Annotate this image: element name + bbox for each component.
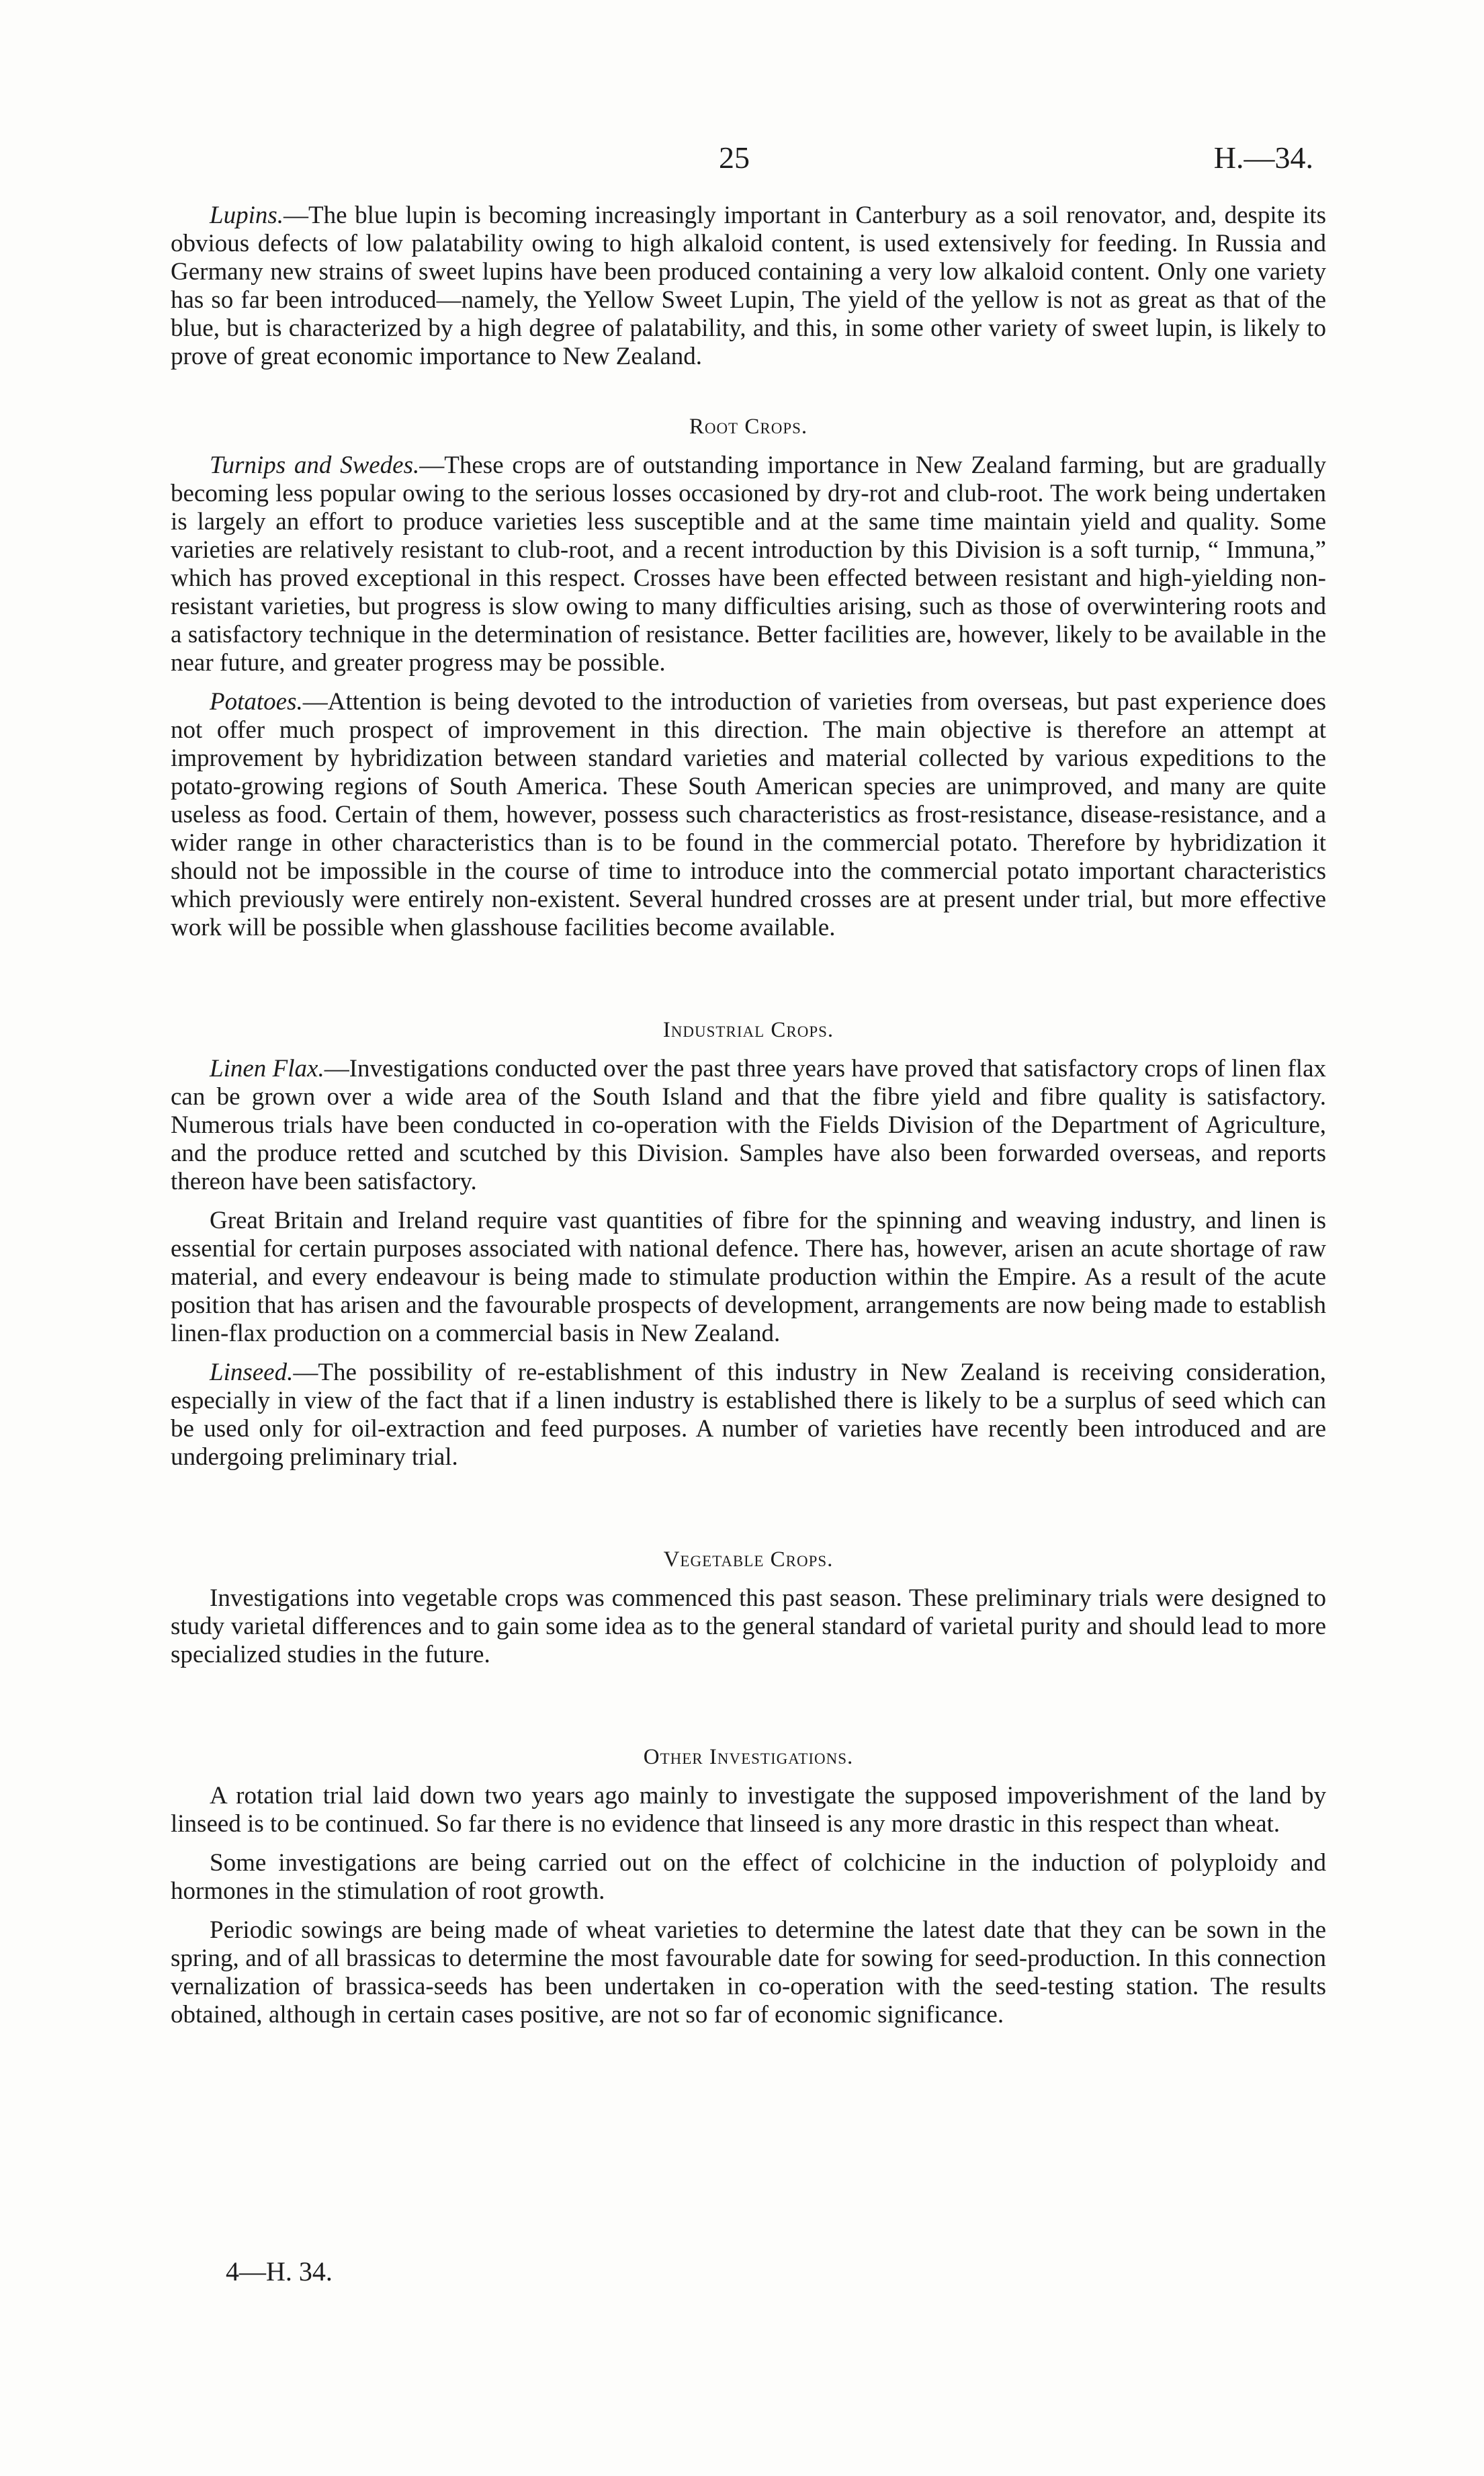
industrial-crops-heading: Industrial Crops. [662, 1018, 834, 1042]
linseed-term: Linseed. [210, 1359, 294, 1386]
vegetable-crops-paragraph: Investigations into vegetable crops was commenced this past season. These preliminary trials were designed to study varietal differences and to gain some idea as to the general standard of varietal purity and should lead to more specialized studies in the future. [171, 1584, 1326, 1668]
linen-flax-paragraph [171, 1055, 1326, 1196]
periodic-sowings-paragraph: Periodic sowings are being made of wheat varieties to determine the latest date that they can be sown in the spring, and of all brassicas to determine the most favourable date for sowing for seed-production. In this connection vernalization of brassica-seeds has been undertaken in co-operation with the seed-testing station. The results obtained, although in certain cases positive, are not so far of economic significance. [171, 1916, 1326, 2029]
turnips-term: Turnips and Swedes. [210, 452, 420, 479]
lupins-text: —The blue lupin is becoming increasingly important in Canterbury as a soil renovator, and, despite its obvious defects of low palatability owing to high alkaloid content, is used extensively for feeding. In Russia and Germany new strains of sweet lupins have been produced containing a very low alkaloid content. Only one variety has so far been introduced—namely, the Yellow Sweet Lupin, The yield of the yellow is not as great as that of the blue, but is characterized by a high degree of palatability, and this, in some other variety of sweet lupin, is likely to prove of great economic importance to New Zealand. [171, 202, 1326, 370]
potatoes-paragraph [171, 688, 1326, 942]
potatoes-term: Potatoes. [210, 688, 303, 716]
root-crops-heading: Root Crops. [689, 415, 808, 439]
document-reference: H.—34. [1213, 140, 1313, 175]
lupins-term: Lupins. [210, 202, 284, 229]
page-number: 25 [719, 140, 750, 175]
linseed-paragraph [171, 1359, 1326, 1471]
linen-flax-text: —Investigations conducted over the past three years have proved that satisfactory crops of linen flax can be grown over a wide area of the South Island and that the fibre yield and fibre quality is satisfactory. Numerous trials have been conducted in co-operation with the Fields Division of the Department of Agriculture, and the produce retted and scutched by this Division. Samples have also been forwarded overseas, and reports thereon have been satisfactory. [171, 1055, 1326, 1195]
lupins-paragraph [171, 202, 1326, 371]
vegetable-crops-heading: Vegetable Crops. [663, 1547, 834, 1572]
linen-flax-term: Linen Flax. [210, 1055, 324, 1082]
signature-reference: 4—H. 34. [226, 2256, 333, 2287]
britain-paragraph: Great Britain and Ireland require vast quantities of fibre for the spinning and weaving industry, and linen is essential for certain purposes associated with national defence. There has, however, arisen an acute shortage of raw material, and every endeavour is being made to stimulate production within the Empire. As a result of the acute position that has arisen and the favourable prospects of development, arrangements are now being made to establish linen-flax production on a commercial basis in New Zealand. [171, 1207, 1326, 1347]
turnips-paragraph [171, 452, 1326, 677]
potatoes-text: —Attention is being devoted to the introduction of varieties from overseas, but past experience does not offer much prospect of improvement in this direction. The main objective is therefore an attempt at improvement by hybridization between standard varieties and material collected by various expeditions to the potato-growing regions of South America. These South American species are unimproved, and many are quite useless as food. Certain of them, however, possess such characteristics as frost-resistance, disease-resistance, and a wider range in other characteristics than is to be found in the commercial potato. Therefore by hybridization it should not be impossible in the course of time to introduce into the commercial potato important characteristics which previously were entirely non-existent. Several hundred crosses are at present under trial, but more effective work will be possible when glasshouse facilities become available. [171, 688, 1326, 941]
page-body [171, 202, 1326, 2029]
page-header [0, 140, 1484, 180]
linseed-text: —The possibility of re-establishment of this industry in New Zealand is receiving consideration, especially in view of the fact that if a linen industry is established there is likely to be a surplus of seed which can be used only for oil-extraction and feed purposes. A number of varieties have recently been introduced and are undergoing preliminary trial. [171, 1359, 1326, 1471]
rotation-trial-paragraph: A rotation trial laid down two years ago mainly to investigate the supposed impoverishment of the land by linseed is to be continued. So far there is no evidence that linseed is any more drastic in this respect than wheat. [171, 1782, 1326, 1838]
turnips-text: —These crops are of outstanding importance in New Zealand farming, but are gradually becoming less popular owing to the serious losses occasioned by dry-rot and club-root. The work being undertaken is largely an effort to produce varieties less susceptible and at the same time maintain yield and quality. Some varieties are relatively resistant to club-root, and a recent introduction by this Division is a soft turnip, “ Immuna,” which has proved exceptional in this respect. Crosses have been effected between resistant and high-yielding non-resistant varieties, but progress is slow owing to many difficulties arising, such as those of overwintering roots and a satisfactory technique in the determination of resistance. Better facilities are, however, likely to be available in the near future, and greater progress may be possible. [171, 452, 1326, 677]
other-investigations-heading: Other Investigations. [643, 1745, 854, 1769]
colchicine-paragraph: Some investigations are being carried out on the effect of colchicine in the induction of polyploidy and hormones in the stimulation of root growth. [171, 1849, 1326, 1905]
